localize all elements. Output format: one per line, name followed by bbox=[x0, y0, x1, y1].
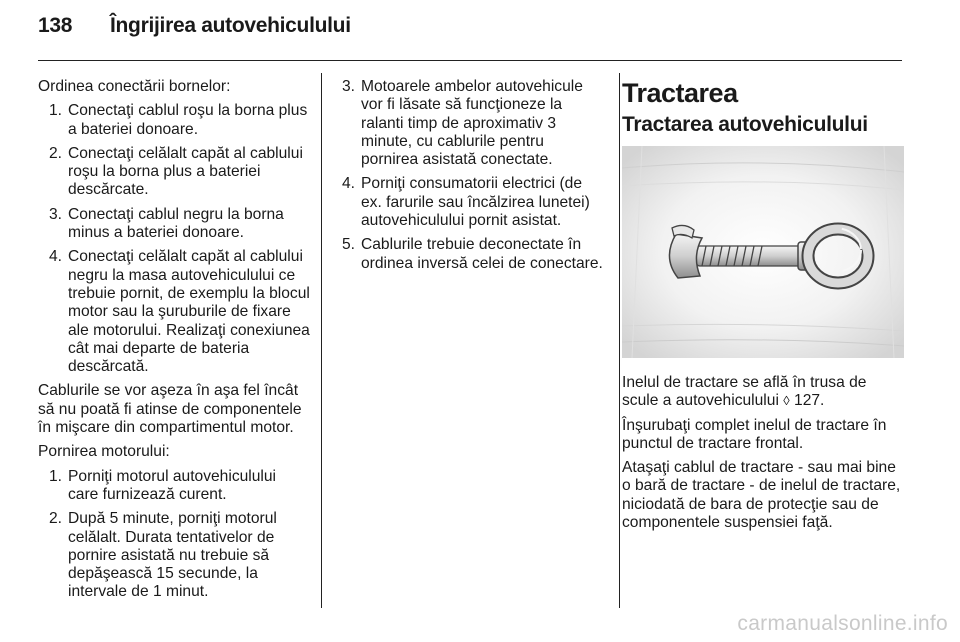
engine-start-steps-list bbox=[38, 468, 310, 602]
watermark: carmanualsonline.info bbox=[737, 612, 948, 635]
step-text: După 5 minute, porniţi motorul celălalt. Durata tentativelor de pornire asistată nu trebuie să depăşească 15 secunde, la intervale de 1 minut. bbox=[68, 510, 277, 601]
list-item bbox=[38, 510, 310, 601]
engine-start-intro: Pornirea motorului: bbox=[38, 443, 170, 461]
list-item bbox=[38, 206, 310, 243]
step-number: 4. bbox=[48, 248, 62, 266]
towing-eye-location-text: Inelul de tractare se află în trusa de scule a autovehiculului bbox=[622, 374, 867, 410]
step-number: 4. bbox=[341, 175, 355, 193]
list-item bbox=[333, 236, 605, 273]
list-item bbox=[38, 248, 310, 376]
list-item bbox=[38, 102, 310, 139]
screw-in-instruction: Înşurubaţi complet inelul de tractare în punctul de tractare frontal. bbox=[622, 416, 887, 452]
step-text: Porniţi motorul autovehiculului care furnizează curent. bbox=[68, 467, 277, 503]
step-text: Cablurile trebuie deconectate în ordinea inversă celei de conectare. bbox=[361, 236, 603, 272]
section-subheading: Tractarea autovehiculului bbox=[622, 113, 868, 136]
section-heading: Tractarea bbox=[622, 78, 738, 108]
step-number: 1. bbox=[48, 102, 62, 120]
cables-placement-note: Cablurile se vor aşeza în aşa fel încât să nu poată fi atinse de componentele în mişcare din compartimentul motor. bbox=[38, 382, 302, 437]
step-text: Conectaţi cablul roşu la borna plus a bateriei donoare. bbox=[68, 102, 308, 138]
step-text: Conectaţi celălalt capăt al cablului roşu la borna plus a bateriei descărcate. bbox=[68, 144, 303, 199]
connection-steps-list bbox=[38, 102, 310, 376]
page-header-title: Îngrijirea autovehiculului bbox=[110, 14, 351, 37]
column-left bbox=[38, 78, 310, 608]
list-item bbox=[333, 78, 605, 169]
step-text: Motoarele ambelor autovehicule vor fi lăsate să funcţioneze la ralanti timp de aproximativ 3 minute, cu cablurile pentru pornirea asistată conectate. bbox=[361, 78, 583, 169]
step-text: Porniţi consumatorii electrici (de ex. farurile sau încălzirea lunetei) autovehiculului pornit asistat. bbox=[361, 175, 590, 230]
column-divider bbox=[619, 73, 620, 608]
step-number: 1. bbox=[48, 467, 62, 485]
attach-cable-instruction: Ataşaţi cablul de tractare - sau mai bine o bară de tractare - de inelul de tractare, niciodată de bara de protecţie sau de componentele suspensiei faţă. bbox=[622, 459, 901, 532]
step-number: 3. bbox=[341, 78, 355, 95]
page-number: 138 bbox=[38, 14, 73, 37]
step-text: Conectaţi cablul negru la borna minus a bateriei donoare. bbox=[68, 205, 284, 242]
page-header bbox=[38, 14, 351, 44]
page-ref-arrow-icon: ◊ bbox=[783, 393, 790, 409]
continued-steps-list bbox=[333, 78, 605, 273]
column-divider bbox=[321, 73, 322, 608]
connection-order-intro: Ordinea conectării bornelor: bbox=[38, 78, 231, 95]
page-reference[interactable]: 127. bbox=[794, 392, 825, 410]
towing-eye-location bbox=[622, 374, 904, 411]
step-text: Conectaţi celălalt capăt al cablului negru la masa autovehiculului ce trebuie pornit, de exemplu la blocul motor sau la şuruburile de fixare ale motorului. Realizaţi conexiunea cât mai departe de bateria descărcată. bbox=[68, 248, 310, 376]
step-number: 2. bbox=[48, 510, 62, 528]
towing-eye-illustration bbox=[622, 146, 904, 358]
column-middle bbox=[333, 78, 605, 279]
step-number: 3. bbox=[48, 205, 62, 223]
step-number: 2. bbox=[48, 144, 62, 162]
header-rule bbox=[38, 60, 902, 61]
list-item bbox=[333, 175, 605, 230]
list-item bbox=[38, 145, 310, 200]
column-right bbox=[622, 78, 904, 538]
list-item bbox=[38, 468, 310, 505]
step-number: 5. bbox=[341, 236, 355, 254]
